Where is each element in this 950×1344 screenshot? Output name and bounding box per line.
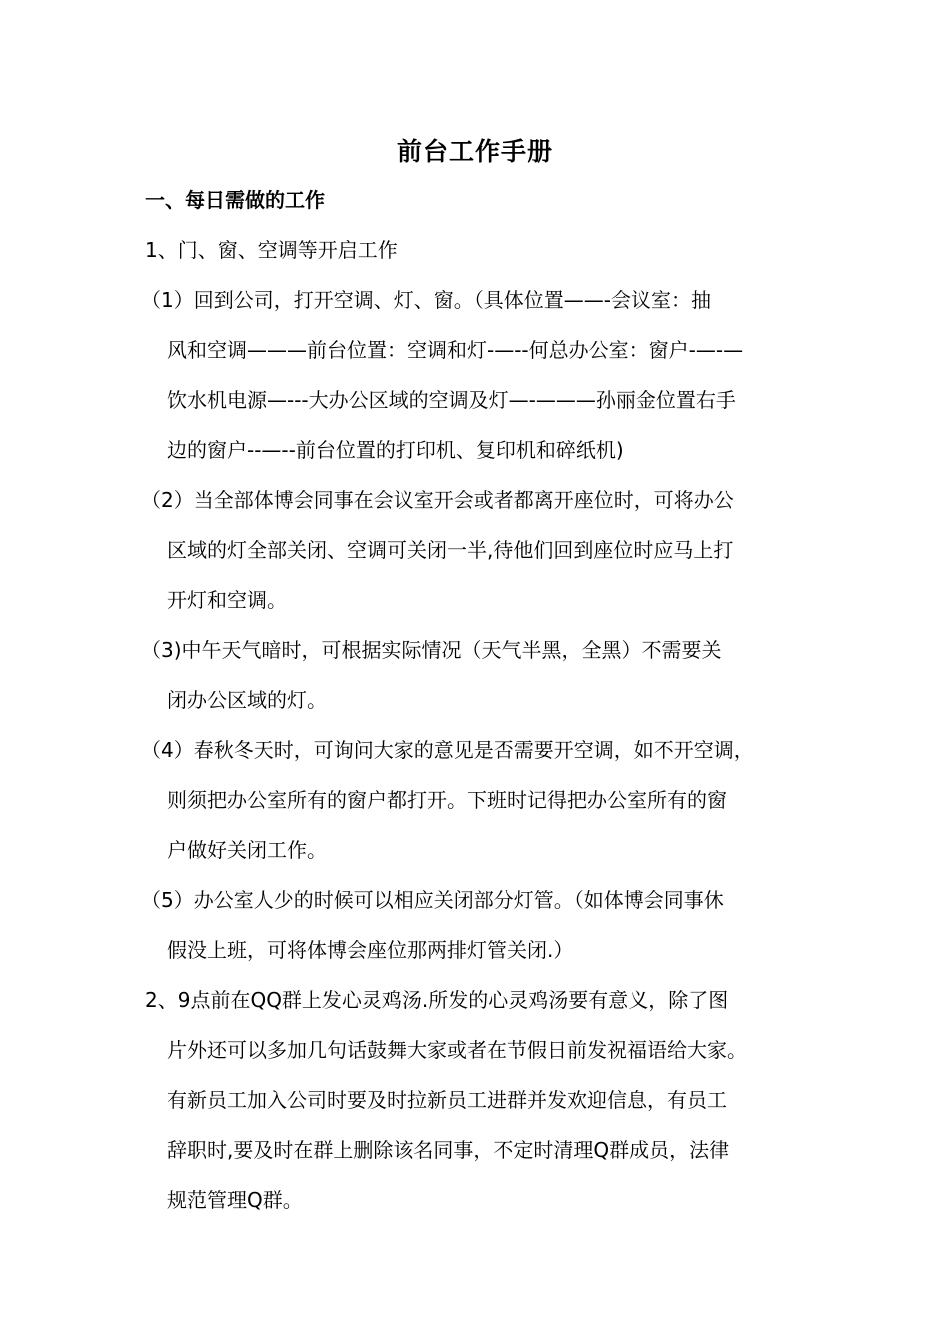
- document-title: 前台工作手册: [396, 137, 553, 166]
- sub-item-4: [141, 725, 825, 875]
- sub-item-3: [141, 625, 825, 725]
- sub-item-1: [141, 275, 825, 475]
- item-1-text: 1、门、窗、空调等开启工作: [145, 238, 398, 262]
- section-heading-daily-work: 一、每日需做的工作: [145, 188, 325, 212]
- sub-item-5: [141, 875, 825, 975]
- item-2-line-4: 辞职时,要及时在群上删除该名同事，不定时清理Q群成员，法律: [167, 1138, 730, 1162]
- item-2-line-5: 规范管理Q群。: [167, 1188, 303, 1212]
- sub-item-5-line-1: （5）办公室人少的时候可以相应关闭部分灯管。（如体博会同事休: [141, 888, 724, 912]
- sub-item-4-line-3: 户做好关闭工作。: [167, 838, 327, 862]
- sub-item-2-line-3: 开灯和空调。: [167, 588, 287, 612]
- sub-item-2: [141, 475, 825, 625]
- item-2-line-2: 片外还可以多加几句话鼓舞大家或者在节假日前发祝福语给大家。: [167, 1038, 747, 1062]
- item-2: [145, 975, 825, 1225]
- item-1-heading: [145, 225, 825, 275]
- sub-item-2-line-2: 区域的灯全部关闭、空调可关闭一半,待他们回到座位时应马上打: [167, 538, 734, 562]
- sub-item-1-line-3: 饮水机电源—---大办公区域的空调及灯—-———孙丽金位置右手: [167, 388, 736, 412]
- sub-item-4-line-1: （4）春秋冬天时，可询问大家的意见是否需要开空调，如不开空调，: [141, 738, 754, 762]
- sub-item-3-line-2: 闭办公区域的灯。: [167, 688, 327, 712]
- sub-item-5-line-2: 假没上班，可将体博会座位那两排灯管关闭.）: [167, 938, 574, 962]
- sub-item-4-line-2: 则须把办公室所有的窗户都打开。下班时记得把办公室所有的窗: [167, 788, 727, 812]
- item-2-line-1: 2、9点前在QQ群上发心灵鸡汤.所发的心灵鸡汤要有意义，除了图: [145, 988, 729, 1012]
- sub-item-1-line-2: 风和空调———前台位置：空调和灯-—--何总办公室：窗户-—-—: [167, 338, 744, 362]
- sub-item-2-line-1: （2）当全部体博会同事在会议室开会或者都离开座位时，可将办公: [141, 488, 734, 512]
- sub-item-1-line-1: （1）回到公司，打开空调、灯、窗。（具体位置——-会议室：抽: [141, 288, 711, 312]
- sub-item-3-line-1: （3)中午天气暗时，可根据实际情况（天气半黑，全黑）不需要关: [141, 638, 722, 662]
- sub-item-1-line-4: 边的窗户--—--前台位置的打印机、复印机和碎纸机): [167, 438, 624, 462]
- item-2-line-3: 有新员工加入公司时要及时拉新员工进群并发欢迎信息，有员工: [167, 1088, 727, 1112]
